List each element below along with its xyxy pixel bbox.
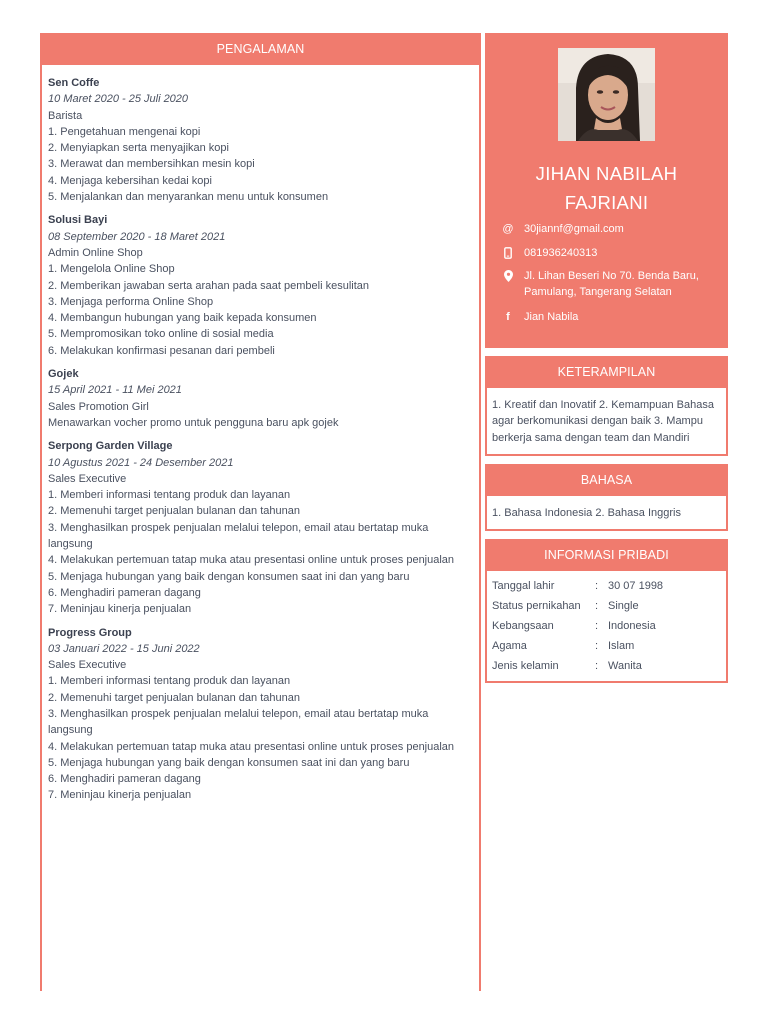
job-task: 1. Pengetahuan mengenai kopi bbox=[48, 125, 201, 138]
job-entry bbox=[48, 438, 473, 617]
profile-name bbox=[485, 159, 728, 217]
job-entry bbox=[48, 75, 473, 205]
map-pin-icon bbox=[502, 268, 514, 287]
job-dates: 03 Januari 2022 - 15 Juni 2022 bbox=[48, 642, 200, 655]
job-entry bbox=[48, 366, 473, 431]
job-role: Admin Online Shop bbox=[48, 246, 143, 259]
info-row bbox=[492, 576, 721, 596]
contact-facebook bbox=[502, 309, 724, 325]
job-dates: 10 Maret 2020 - 25 Juli 2020 bbox=[48, 93, 189, 106]
info-value: Islam bbox=[608, 640, 635, 653]
job-company: Sen Coffe bbox=[48, 77, 100, 89]
facebook-text: Jian Nabila bbox=[524, 311, 579, 323]
profile-photo bbox=[558, 48, 655, 141]
personal-info-heading: INFORMASI PRIBADI bbox=[487, 539, 726, 571]
portrait-image bbox=[558, 48, 655, 141]
job-task: 7. Meninjau kinerja penjualan bbox=[48, 603, 192, 616]
job-task: 7. Meninjau kinerja penjualan bbox=[48, 789, 192, 802]
info-label: Status pernikahan bbox=[492, 600, 581, 613]
job-role: Sales Promotion Girl bbox=[48, 400, 149, 413]
job-task: 3. Merawat dan membersihkan mesin kopi bbox=[48, 158, 255, 171]
address-text: Jl. Lihan Beseri No 70. Benda Baru, Pamulang, Tangerang Selatan bbox=[524, 270, 699, 299]
info-value: Single bbox=[608, 600, 639, 613]
job-task: 4. Membangun hubungan yang baik kepada konsumen bbox=[48, 312, 317, 325]
info-row bbox=[492, 596, 721, 616]
job-task: 3. Menghasilkan prospek penjualan melalui telepon, email atau bertatap muka langsung bbox=[48, 707, 429, 737]
job-task: 1. Memberi informasi tentang produk dan layanan bbox=[48, 489, 291, 502]
info-row bbox=[492, 616, 721, 636]
job-task: 3. Menghasilkan prospek penjualan melalui telepon, email atau bertatap muka langsung bbox=[48, 521, 429, 551]
experience-heading: PENGALAMAN bbox=[42, 33, 479, 65]
info-separator: : bbox=[595, 640, 599, 653]
info-value: Indonesia bbox=[608, 620, 656, 633]
at-sign-icon: @ bbox=[502, 223, 514, 235]
job-task: 1. Mengelola Online Shop bbox=[48, 263, 175, 276]
job-entry bbox=[48, 625, 473, 804]
info-row bbox=[492, 656, 721, 676]
info-label: Tanggal lahir bbox=[492, 580, 555, 593]
job-task: 6. Melakukan konfirmasi pesanan dari pembeli bbox=[48, 344, 275, 357]
info-separator: : bbox=[595, 600, 599, 613]
skills-heading: KETERAMPILAN bbox=[487, 356, 726, 388]
job-task: Menawarkan vocher promo untuk pengguna baru apk gojek bbox=[48, 416, 339, 429]
job-task: 6. Menghadiri pameran dagang bbox=[48, 773, 201, 786]
job-task: 2. Memenuhi target penjualan bulanan dan tahunan bbox=[48, 691, 300, 704]
job-company: Progress Group bbox=[48, 626, 132, 639]
job-role: Barista bbox=[48, 109, 83, 122]
job-task: 2. Memberikan jawaban serta arahan pada saat pembeli kesulitan bbox=[48, 279, 370, 292]
profile-card bbox=[485, 33, 728, 348]
job-dates: 10 Agustus 2021 - 24 Desember 2021 bbox=[48, 456, 234, 469]
info-separator: : bbox=[595, 580, 599, 593]
job-task: 2. Memenuhi target penjualan bulanan dan tahunan bbox=[48, 505, 300, 518]
job-role: Sales Executive bbox=[48, 472, 127, 485]
skills-section bbox=[485, 356, 728, 456]
info-value: 30 07 1998 bbox=[608, 580, 664, 593]
job-task: 3. Menjaga performa Online Shop bbox=[48, 295, 214, 308]
experience-section bbox=[40, 33, 481, 991]
contact-email bbox=[502, 221, 724, 237]
job-task: 5. Menjaga hubungan yang baik dengan konsumen saat ini dan yang baru bbox=[48, 570, 410, 583]
job-dates: 15 April 2021 - 11 Mei 2021 bbox=[48, 384, 182, 397]
personal-info-section bbox=[485, 539, 728, 683]
info-separator: : bbox=[595, 660, 599, 673]
info-separator: : bbox=[595, 620, 599, 633]
job-task: 4. Melakukan pertemuan tatap muka atau presentasi online untuk proses penjualan bbox=[48, 740, 455, 753]
info-label: Jenis kelamin bbox=[492, 660, 559, 673]
job-task: 1. Memberi informasi tentang produk dan layanan bbox=[48, 675, 291, 688]
job-task: 2. Menyiapkan serta menyajikan kopi bbox=[48, 142, 229, 155]
phone-icon bbox=[502, 245, 514, 264]
name-line-1: JIHAN NABILAH bbox=[535, 163, 678, 184]
contact-phone bbox=[502, 245, 724, 261]
facebook-icon: f bbox=[506, 311, 510, 323]
sidebar bbox=[485, 33, 728, 683]
job-task: 5. Menjalankan dan menyarankan menu untuk konsumen bbox=[48, 191, 329, 204]
job-task: 5. Mempromosikan toko online di sosial media bbox=[48, 328, 274, 341]
job-dates: 08 September 2020 - 18 Maret 2021 bbox=[48, 230, 226, 243]
personal-info-table bbox=[487, 571, 726, 681]
info-label: Agama bbox=[492, 640, 527, 653]
job-role: Sales Executive bbox=[48, 659, 127, 672]
info-label: Kebangsaan bbox=[492, 620, 554, 633]
languages-section bbox=[485, 464, 728, 531]
phone-text: 081936240313 bbox=[524, 247, 598, 259]
job-company: Serpong Garden Village bbox=[48, 440, 173, 453]
job-task: 5. Menjaga hubungan yang baik dengan konsumen saat ini dan yang baru bbox=[48, 756, 410, 769]
job-entry bbox=[48, 212, 473, 359]
experience-list bbox=[42, 65, 479, 804]
info-value: Wanita bbox=[608, 660, 642, 673]
job-task: 4. Melakukan pertemuan tatap muka atau presentasi online untuk proses penjualan bbox=[48, 554, 455, 567]
job-company: Gojek bbox=[48, 368, 79, 381]
contact-address bbox=[502, 268, 724, 301]
skills-text: 1. Kreatif dan Inovatif 2. Kemampuan Bahasa agar berkomunikasi dengan baik 3. Mampu berkerja sama dengan team dan Mandiri bbox=[492, 399, 714, 444]
name-line-2: FAJRIANI bbox=[564, 192, 649, 213]
job-company: Solusi Bayi bbox=[48, 214, 108, 227]
job-task: 4. Menjaga kebersihan kedai kopi bbox=[48, 174, 212, 187]
job-task: 6. Menghadiri pameran dagang bbox=[48, 586, 201, 599]
languages-text: 1. Bahasa Indonesia 2. Bahasa Inggris bbox=[492, 506, 681, 519]
info-row bbox=[492, 636, 721, 656]
email-text: 30jiannf@gmail.com bbox=[524, 223, 624, 235]
languages-heading: BAHASA bbox=[487, 464, 726, 496]
